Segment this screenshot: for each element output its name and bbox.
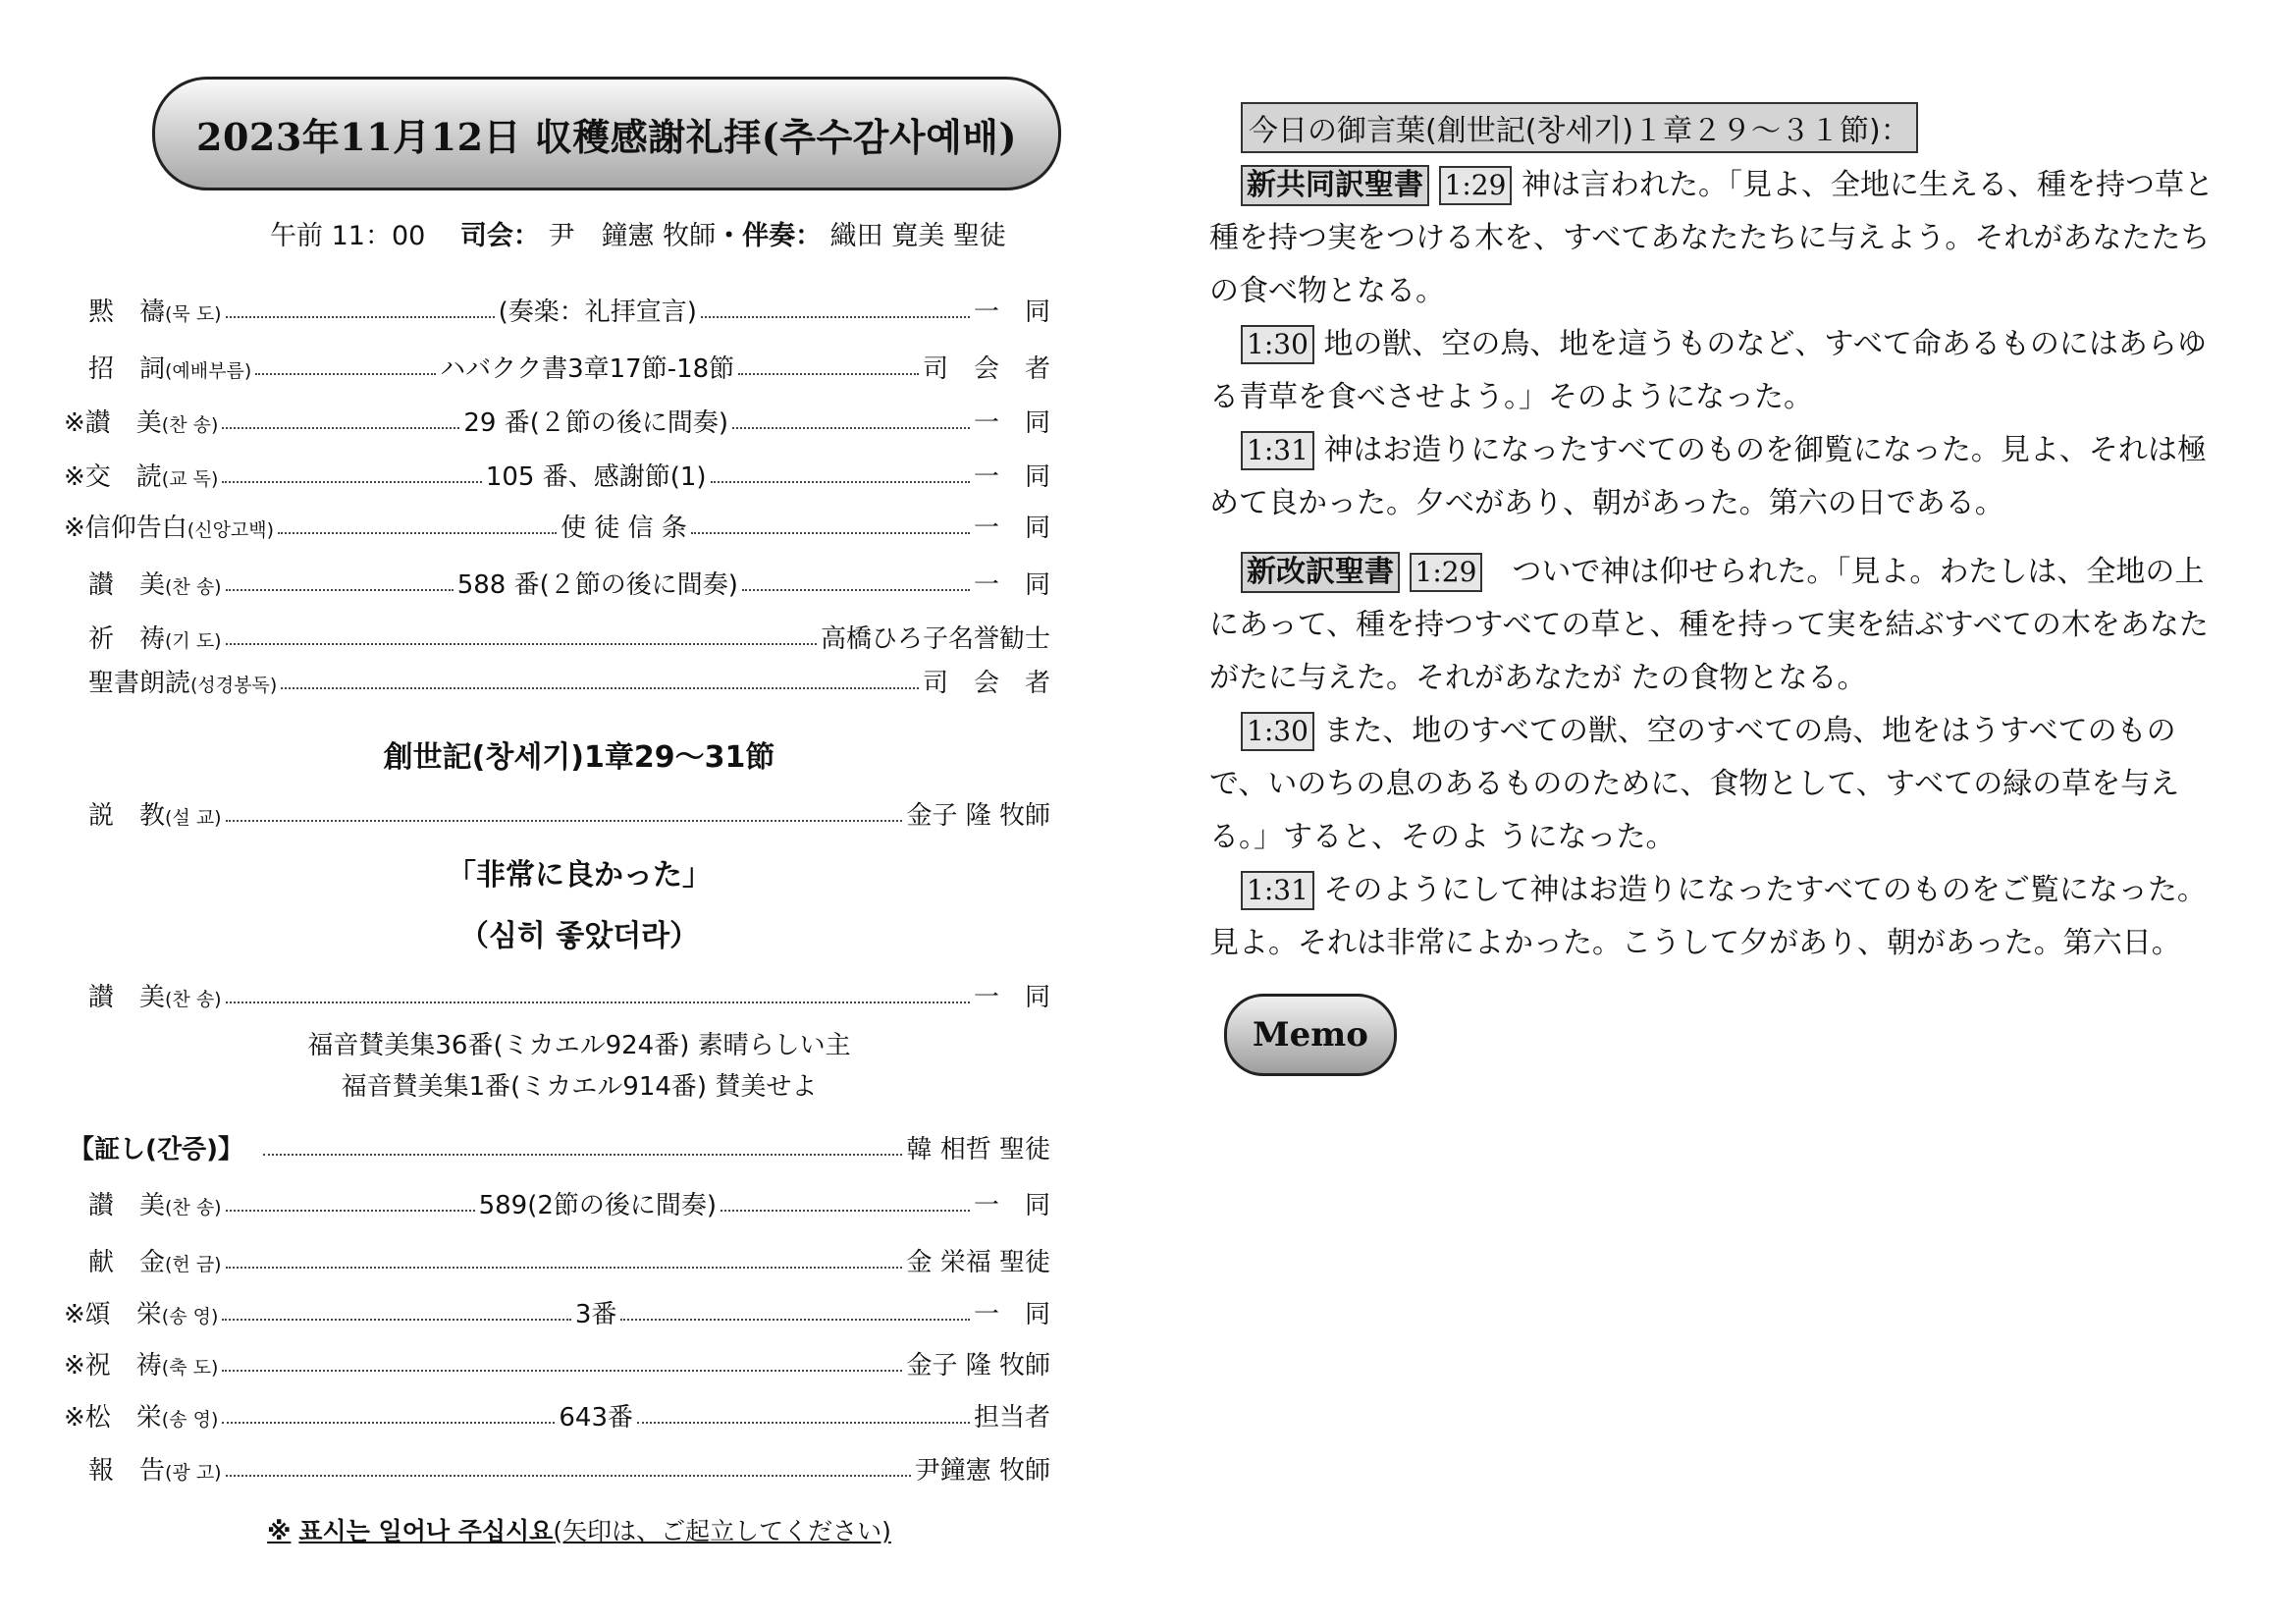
program-row: 讃 美(찬 송) 588 番(２節の後に間奏) 一同: [88, 570, 1077, 600]
program-row: 【証し(간증)】 韓 相哲 聖徒: [69, 1135, 1050, 1164]
service-info: 午前 11：00 司会： 尹 鐘憲 牧師・伴奏： 織田 寛美 聖徒: [270, 221, 1006, 251]
memo-label: Memo: [1224, 994, 1397, 1076]
verse-number: 1:29: [1439, 166, 1513, 205]
sermon-title-korean: （심히 좋았더라）: [458, 919, 700, 953]
hymn-line: 福音賛美集1番(ミカエル914番) 賛美せよ: [341, 1072, 818, 1102]
host-label: 司会：: [459, 221, 540, 251]
verse-text: また、地のすべての獣、空のすべての鳥、地をはうすべてのもので、いのちの息のあるもののために、食物として、すべての緑の草を与える。」すると、そのよ うになった。: [1209, 714, 2180, 854]
verse-paragraph: [1209, 318, 2230, 424]
program-row: 献 金(헌 금) 金 栄福 聖徒: [88, 1248, 1050, 1277]
verse-number: 1:30: [1241, 325, 1314, 364]
verse-number: 1:31: [1241, 871, 1314, 910]
hymn-line: 福音賛美集36番(ミカエル924番) 素晴らしい主: [307, 1031, 851, 1060]
program-row: ※祝 祷(축 도) 金子 隆 牧師: [64, 1351, 1050, 1380]
sermon-title: 「非常に良かった」: [447, 858, 712, 893]
service-time: 午前 11：00: [270, 221, 426, 251]
program-row: 聖書朗読(성경봉독) 司会者: [88, 669, 1076, 698]
version-tag: 新共同訳聖書: [1241, 165, 1429, 206]
verse-text: そのようにして神はお造りになったすべてのものをご覧になった。見よ。それは非常によかった。こうして夕があり、朝があった。第六日。: [1209, 873, 2207, 960]
program-row: ※頌 栄(송 영) 3番 一同: [64, 1300, 1076, 1329]
verse-number: 1:30: [1241, 712, 1314, 751]
page-title: 2023年11月12日 収穫感謝礼拝(추수감사예배): [152, 77, 1061, 190]
verse-text: ついで神は仰せられた。「見よ。わたしは、全地の上にあって、種を持つすべての草と、種を持って実を結ぶすべての木をあなたがたに与えた。それがあなたが たの食物となる。: [1209, 555, 2209, 695]
program-row: 報 告(광 고) 尹鐘憲 牧師: [88, 1456, 1050, 1486]
program-row: 黙 禱(묵 도) (奏楽：礼拝宣言) 一同: [88, 298, 1076, 327]
version-block: [1209, 159, 2230, 318]
scripture-column: [1209, 102, 2230, 970]
accompanist-name: 織田 寛美 聖徒: [829, 221, 1006, 251]
program-row: 招 詞(예배부름) ハバクク書3章17節-18節 司会者: [88, 354, 1076, 384]
program-row: ※讃 美(찬 송) 29 番(２節の後に間奏) 一同: [64, 408, 1076, 438]
accompanist-label: 伴奏：: [742, 221, 823, 251]
verse-number: 1:31: [1241, 431, 1314, 470]
verse-paragraph: [1209, 864, 2230, 970]
program-row: 祈 祷(기 도) 高橋ひろ子名誉勧士: [88, 624, 1050, 654]
standing-notice: ※ 표시는 일어나 주십시요(矢印は、ご起立してください): [267, 1517, 891, 1545]
program-row: ※交 読(교 독) 105 番、感謝節(1) 一同: [64, 462, 1076, 492]
verse-text: 神はお造りになったすべてのものを御覧になった。見よ、それは極めて良かった。夕べがあり、朝があった。第六の日である。: [1209, 433, 2207, 520]
verse-text: 地の獣、空の鳥、地を這うものなど、すべて命あるものにはあらゆる青草を食べさせよう。」そのようになった。: [1209, 327, 2207, 414]
sermon-row: 説 教(설 교) 金子 隆 牧師: [88, 801, 1050, 831]
hymn-row: 讃 美(찬 송) 一同: [88, 983, 1076, 1012]
verse-paragraph: [1209, 424, 2230, 530]
verse-number: 1:29: [1410, 553, 1483, 592]
version-tag: 新改訳聖書: [1241, 552, 1400, 593]
program-row: ※松 栄(송 영) 643番 担当者: [64, 1403, 1050, 1433]
program-row: 讃 美(찬 송) 589(2節の後に間奏) 一同: [88, 1191, 1077, 1220]
version-block: [1209, 546, 2230, 705]
host-name: 尹 鐘憲 牧師: [548, 221, 717, 251]
program-row: ※信仰告白(신앙고백) 使 徒 信 条 一同: [64, 514, 1077, 543]
verse-text: 神は言われた。「見よ、全地に生える、種を持つ草と種を持つ実をつける木を、すべてあなたたちに与えよう。それがあなたたちの食べ物となる。: [1209, 168, 2214, 308]
verse-paragraph: [1209, 705, 2230, 864]
scripture-reference: 創世記(창세기)1章29～31節: [383, 740, 775, 775]
verse-header: 今日の御言葉(創世記(창세기)１章２９～３１節)：: [1241, 102, 1918, 153]
